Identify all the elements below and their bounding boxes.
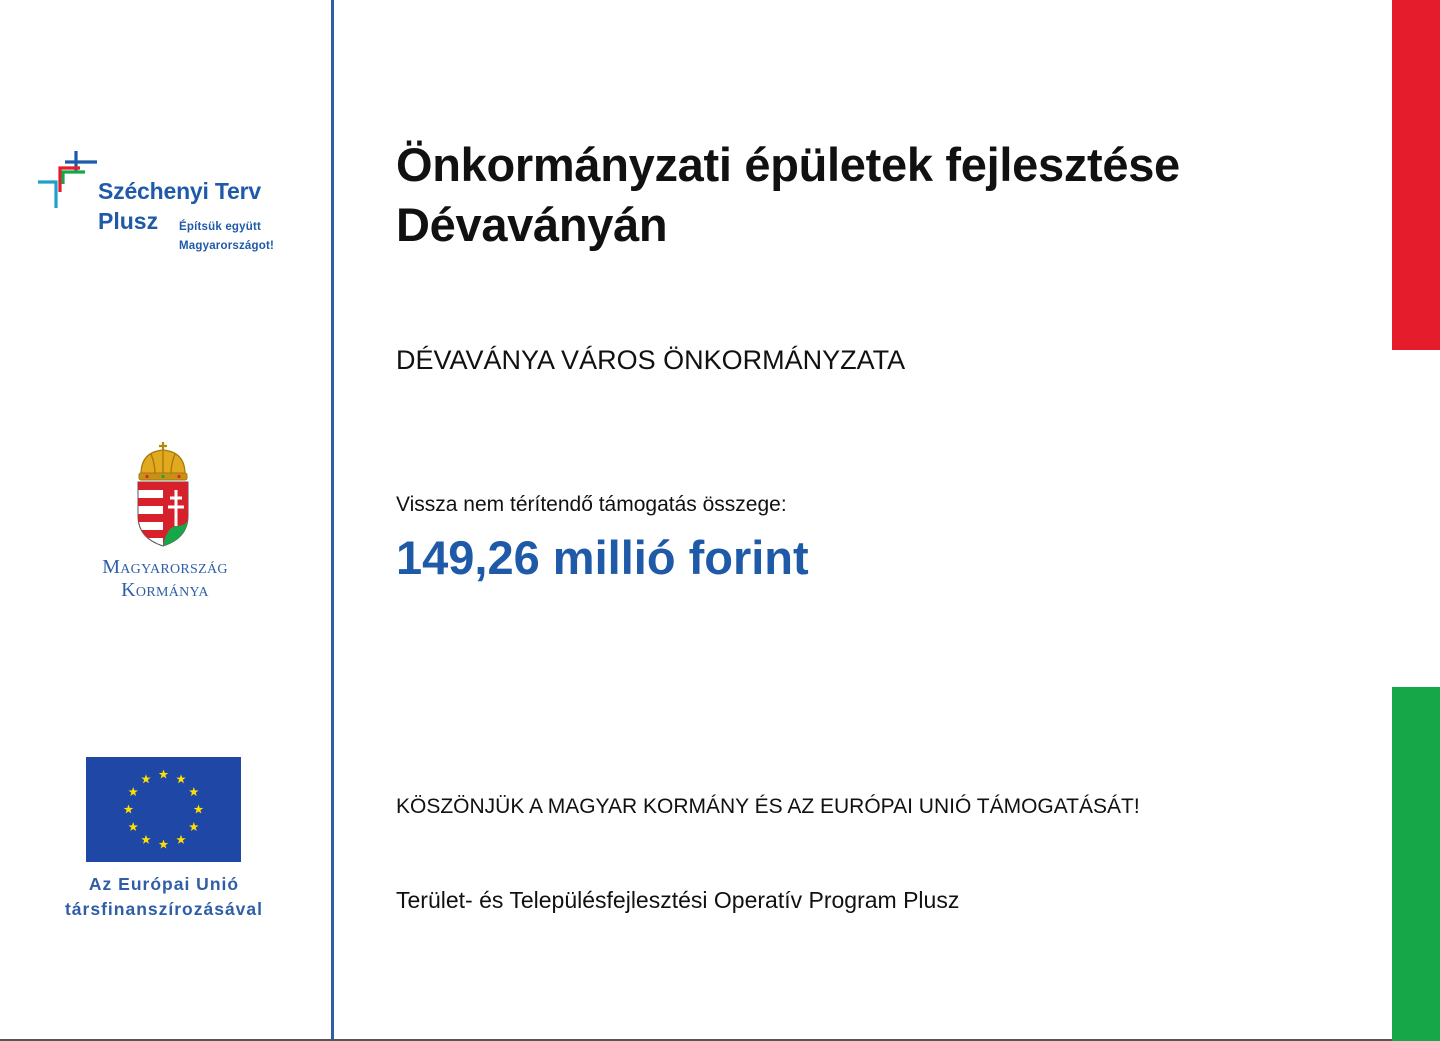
szechenyi-slogan-line2: Magyarországot! [179,240,275,252]
szechenyi-slogan [179,218,319,256]
vertical-divider [331,0,334,1041]
szechenyi-slogan-line1: Építsük együtt [179,221,262,233]
project-title [396,135,1376,255]
flag-green-stripe [1392,687,1440,1041]
beneficiary-name: DÉVAVÁNYA VÁROS ÖNKORMÁNYZATA [396,345,906,375]
government-line2: Kormánya [121,579,209,601]
flag-red-stripe [1392,0,1440,350]
eu-flag-icon [86,757,241,862]
szechenyi-terv-logo [36,148,306,258]
grant-amount: 149,26 millió forint [396,531,809,584]
hungarian-coat-of-arms-icon [133,442,193,548]
grant-amount-label: Vissza nem térítendő támogatás összege: [396,493,787,516]
szechenyi-title: Széchenyi Terv [98,178,261,204]
szechenyi-cross-icon [36,148,98,214]
thanks-message: KÖSZÖNJÜK A MAGYAR KORMÁNY ÉS AZ EURÓPAI UNIÓ TÁMOGATÁSÁT! [396,795,1140,818]
program-name: Terület- és Településfejlesztési Operatív Program Plusz [396,887,960,913]
government-logo-text [60,556,270,602]
government-line1: Magyarország [102,556,228,578]
eu-cofinancing-text [40,872,288,922]
project-title-line2: Dévaványán [396,198,668,251]
project-title-line1: Önkormányzati épületek fejlesztése [396,138,1180,191]
eu-line1: Az Európai Unió [88,874,240,894]
eu-line2: társfinanszírozásával [64,899,264,919]
szechenyi-plusz: Plusz [98,208,159,234]
